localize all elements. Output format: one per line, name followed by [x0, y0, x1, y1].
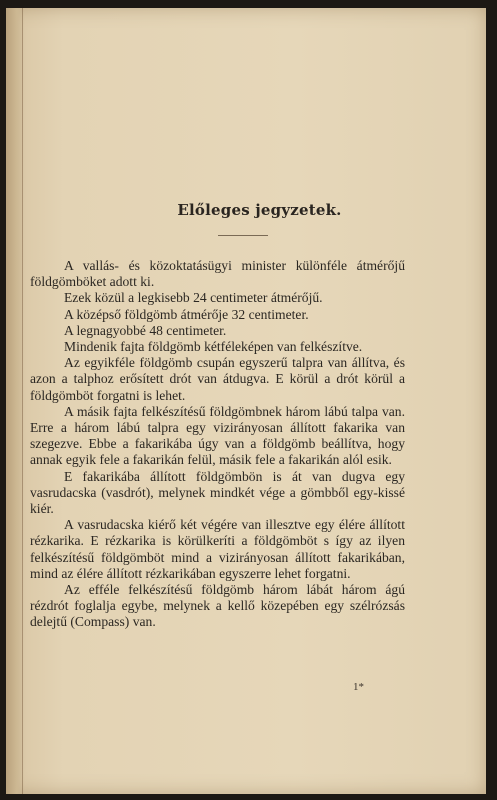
paragraph: Az efféle felkészítésű földgömb három lábát három ágú rézdrót foglalja egybe, melynek a kellő közepében egy szélrózsás delejtű (Compass) van. — [30, 582, 405, 630]
title-divider — [218, 235, 268, 236]
paragraph: E fakarikába állított földgömbön is át van dugva egy vasrudacska (vasdrót), melynek mindkét vége a gömbből egy-kissé kiér. — [30, 468, 405, 517]
paragraph: A vallás- és közoktatásügyi minister különféle átmérőjű földgömböket adott ki. — [30, 258, 405, 290]
body-text — [30, 258, 405, 631]
paragraph: Mindenik fajta földgömb kétféleképen van felkészítve. — [64, 339, 363, 355]
paragraph: Ezek közül a legkisebb 24 centimeter átmérőjű. — [64, 290, 323, 306]
page-title: Előleges jegyzetek. — [177, 201, 342, 219]
page-number: 1* — [353, 681, 364, 693]
paragraph: A legnagyobbé 48 centimeter. — [64, 322, 227, 338]
paragraph: Az egyikféle földgömb csupán egyszerű talpra van állítva, és azon a talphoz erősített drót van átdugva. E körül a drót körül a földgömböt forgatni is lehet. — [30, 355, 405, 403]
page-fold-line — [22, 8, 23, 794]
paragraph: A másik fajta felkészítésű földgömbnek három lábú talpa van. Erre a három lábú talpra egy vizirányosan állított fakarika van szegezve. Ebbe a fakarikába úgy van a földgömb beállítva, hogy annak egyik fele a fakarikán felül, másik fele a fakarikán alól esik. — [30, 403, 405, 468]
paragraph: A középső földgömb átmérője 32 centimeter. — [64, 306, 309, 322]
paragraph: A vasrudacska kiérő két végére van illesztve egy élére állított rézkarika. E rézkarika is körülkeríti a földgömböt s így az ilyen felkészítésű földgömböt mind a vizirányosan állított fakarikában, mind az élére állított rézkarikában egyszerre lehet forgatni. — [30, 517, 405, 581]
